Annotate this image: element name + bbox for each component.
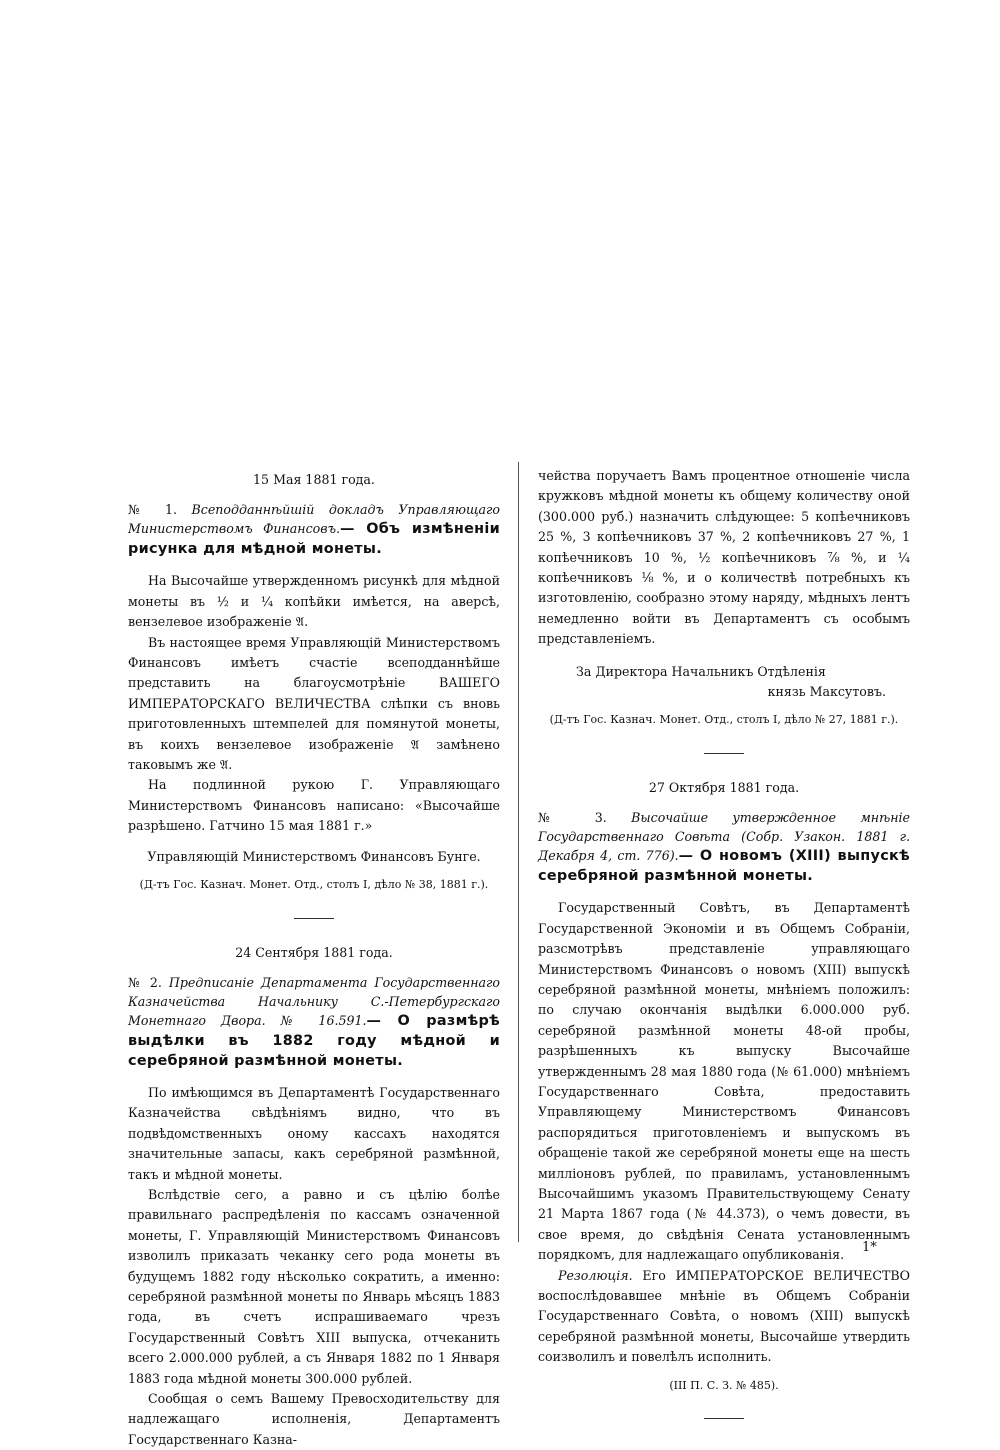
- column-divider: [518, 462, 519, 1242]
- section-divider: [704, 1418, 744, 1419]
- entry2-date: 24 Сентября 1881 года.: [235, 944, 393, 960]
- entry2-heading: [128, 973, 500, 1071]
- entry1-title: — Объ измѣненіи рисунка для мѣдной монеты.: [128, 521, 501, 558]
- entry3-source: (III П. С. З. № 485).: [669, 1378, 779, 1392]
- section-divider: [704, 753, 744, 754]
- entry2-title: — О размѣрѣ выдѣлки въ 1882 году мѣдной и серебряной размѣнной монеты.: [128, 1012, 501, 1069]
- entry3-heading: [538, 808, 910, 886]
- entry3-resolution: [538, 1266, 910, 1368]
- entry1-para-1: На Высочайше утвержденномъ рисункѣ для мѣдной монеты въ ½ и ¼ копѣйки имѣется, на аверсѣ, вензелевое изображеніе 𝔄.: [128, 573, 500, 630]
- entry1-signature: Управляющій Министерствомъ Финансовъ Бунге.: [147, 848, 481, 864]
- entry2-para-1: По имѣющимся въ Департаментѣ Государственнаго Казначейства свѣдѣніямъ видно, что въ подвѣдомственныхъ оному кассахъ находятся значительные запасы, какъ серебряной размѣнной, такъ и мѣдной монеты.: [128, 1084, 500, 1182]
- entry3-doc-type: Высочайше утвержденное мнѣніе Государственнаго Совѣта (Собр. Узакон. 1881 г. Декабря 4, ст. 776).: [538, 810, 910, 864]
- entry3-para-1: Государственный Совѣтъ, въ Департаментѣ Государственной Экономіи и въ Общемъ Собраніи, разсмотрѣвъ представленіе управляющаго Министерствомъ Финансовъ о новомъ (XIII) выпускѣ серебряной размѣнной монеты, мнѣніемъ положилъ: по случаю окончанія выдѣлки 6.000.000 руб. серебряной размѣнной монеты 48-ой пробы, разрѣшенныхъ къ выпуску Высочайше утвержденнымъ 28 мая 1880 года (№ 61.000) мнѣніемъ Государственнаго Совѣта, предоставить Управляющему Министерствомъ Финансовъ распорядиться приготовленіемъ и выпускомъ въ обращеніе такой же серебряной монеты еще на шесть милліоновъ рублей, по правиламъ, установленнымъ Высочайшимъ указомъ Правительствующему Сенату 21 Марта 1867 года (№ 44.373), о чемъ довести, въ свое время, до свѣдѣнія Сената установленнымъ порядкомъ, для надлежащаго опубликованія.: [538, 900, 910, 1263]
- entry3-number: № 3.: [538, 810, 607, 826]
- entry1-para-2: Въ настоящее время Управляющій Министерствомъ Финансовъ имѣетъ счастіе всеподданнѣйше представить на благоусмотрѣніе ВАШЕГО ИМПЕРАТОРСКАГО ВЕЛИЧЕСТВА слѣпки съ вновь приготовленныхъ штемпелей для помянутой монеты, въ коихъ вензелевое изображеніе 𝔄 замѣнено таковымъ же 𝔄.: [128, 634, 500, 773]
- entry2-signature-line1: За Директора Начальникъ Отдѣленія: [576, 663, 826, 679]
- entry1-doc-type: Всеподданнѣйшій докладъ Управляющаго Министерствомъ Финансовъ.: [128, 502, 500, 537]
- entry1-date: 15 Мая 1881 года.: [253, 472, 375, 487]
- entry2-continuation: чейства поручаетъ Вамъ процентное отношеніе числа кружковъ мѣдной монеты къ общему количеству оной (300.000 руб.) назначить слѣдующее: 5 копѣечниковъ 25 %, 3 копѣечниковъ 37 %, 2 копѣечниковъ 27 %, 1 копѣечниковъ 10 %, ½ копѣечниковъ ⅞ %, и ¼ копѣечниковъ ⅛ %, и о количествѣ потребныхъ къ изготовленію, сообразно этому наряду, мѣдныхъ лентъ немедленно войти въ Департаментъ съ особымъ представленіемъ.: [538, 468, 910, 647]
- entry2-number: № 2.: [128, 974, 162, 990]
- entry3-title: — О новомъ (XIII) выпускѣ серебряной размѣнной монеты.: [538, 848, 910, 885]
- entry2-para-2: Вслѣдствіе сего, а равно и съ цѣлію болѣе правильнаго распредѣленія по кассамъ означенной монеты, Г. Управляющій Министерствомъ Финансовъ изволилъ приказать чеканку сего рода монеты въ будущемъ 1882 году нѣсколько сократить, а именно: серебряной размѣнной монеты по Январь мѣсяцъ 1883 года, въ счетъ испрашиваемаго чрезъ Государственный Совѣтъ XIII выпуска, отчеканить всего 2.000.000 рублей, а съ Января 1882 по 1 Января 1883 года мѣдной монеты 300.000 рублей.: [128, 1186, 500, 1386]
- entry1-number: № 1.: [128, 502, 177, 518]
- entry2-para-3: Сообщая о семъ Вашему Превосходительству для надлежащаго исполненія, Департаментъ Государственнаго Казна-: [128, 1391, 500, 1447]
- entry1-source: (Д-тъ Гос. Казнач. Монет. Отд., столъ I, дѣло № 38, 1881 г.).: [139, 878, 489, 892]
- right-column: [538, 466, 910, 1443]
- entry2-signature-line2: князь Максутовъ.: [767, 684, 886, 700]
- left-column: [128, 470, 500, 1450]
- entry2-doc-type: Предписаніе Департамента Государственнаго Казначейства Начальнику С.-Петербургскаго Монетнаго Двора. № 16.591.: [128, 974, 500, 1028]
- section-divider: [294, 918, 334, 919]
- resolution-text: Его ИМПЕРАТОРСКОЕ ВЕЛИЧЕСТВО воспослѣдовавшее мнѣніе въ Общемъ Собраніи Государственнаго Совѣта, о новомъ (XIII) выпускѣ серебряной размѣнной монеты, Высочайше утвердить соизволилъ и повелѣлъ исполнить.: [538, 1267, 910, 1365]
- entry1-para-3: На подлинной рукою Г. Управляющаго Министерствомъ Финансовъ написано: «Высочайше разрѣшено. Гатчино 15 мая 1881 г.»: [128, 777, 500, 834]
- entry2-source: (Д-тъ Гос. Казнач. Монет. Отд., столъ I, дѣло № 27, 1881 г.).: [549, 713, 899, 727]
- entry1-heading: [128, 500, 500, 559]
- resolution-label: Резолюція.: [558, 1267, 633, 1283]
- entry3-date: 27 Октября 1881 года.: [648, 779, 800, 795]
- page-number: 1*: [862, 1240, 877, 1255]
